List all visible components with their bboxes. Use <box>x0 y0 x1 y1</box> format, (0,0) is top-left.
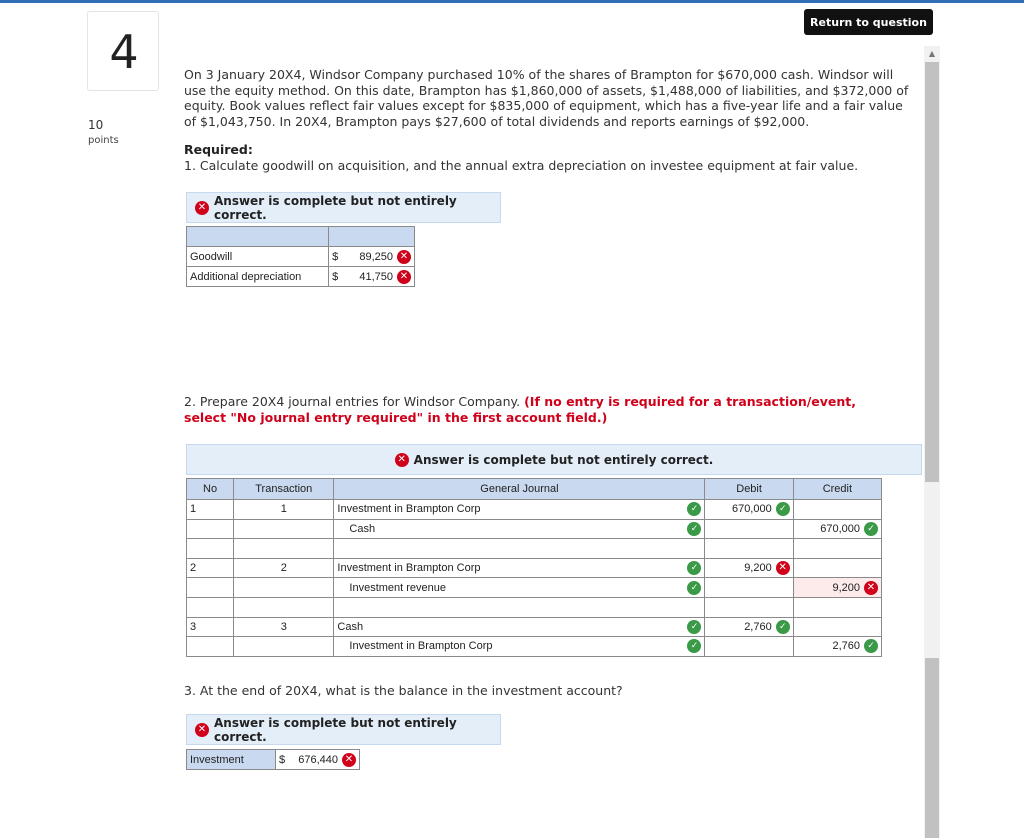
part1-banner-text: Answer is complete but not entirely correct. <box>214 193 457 222</box>
table-row <box>187 267 415 287</box>
part3-prompt: 3. At the end of 20X4, what is the balance in the investment account? <box>184 683 623 698</box>
account-cell[interactable] <box>334 617 705 637</box>
journal-row-blank <box>187 539 882 559</box>
account-select[interactable]: Investment revenue <box>349 581 447 594</box>
check-circle-icon: ✓ <box>687 522 701 536</box>
x-circle-icon: ✕ <box>195 201 209 215</box>
check-circle-icon: ✓ <box>687 620 701 634</box>
entry-transaction: 2 <box>234 558 334 578</box>
header-no: No <box>187 479 234 500</box>
vertical-scrollbar[interactable] <box>924 46 940 838</box>
entry-no: 1 <box>187 500 234 520</box>
credit-cell[interactable] <box>793 558 881 578</box>
debit-cell[interactable] <box>705 558 793 578</box>
credit-cell[interactable] <box>793 578 881 598</box>
part1-answer-banner <box>186 192 501 223</box>
account-select[interactable]: Cash <box>337 620 364 633</box>
entry-no: 2 <box>187 558 234 578</box>
entry-no: 3 <box>187 617 234 637</box>
check-circle-icon: ✓ <box>687 561 701 575</box>
investment-cell[interactable] <box>276 750 360 770</box>
journal-row <box>187 500 882 520</box>
entry-transaction: 1 <box>234 500 334 520</box>
currency-symbol: $ <box>332 270 339 283</box>
question-number-box <box>87 11 159 91</box>
points-label: points <box>88 135 119 146</box>
account-select[interactable]: Investment in Brampton Corp <box>349 640 493 653</box>
debit-cell[interactable] <box>705 519 793 539</box>
journal-row-blank <box>187 597 882 617</box>
scrollbar-thumb[interactable] <box>925 62 939 482</box>
goodwill-label: Goodwill <box>187 247 329 267</box>
account-select[interactable]: Investment in Brampton Corp <box>337 503 481 516</box>
x-circle-icon: ✕ <box>397 250 411 264</box>
header-debit-label: Debit <box>736 483 762 495</box>
debit-input[interactable]: 670,000 <box>731 503 772 516</box>
table-row <box>187 247 415 267</box>
x-circle-icon: ✕ <box>776 561 790 575</box>
part1-prompt: 1. Calculate goodwill on acquisition, and the annual extra depreciation on investee equipment at fair value. <box>184 158 859 173</box>
header-transaction: Transaction <box>234 479 334 500</box>
header-debit <box>705 479 793 500</box>
header-general-journal: General Journal <box>334 479 705 500</box>
account-cell[interactable] <box>334 500 705 520</box>
debit-input[interactable]: 2,760 <box>744 620 772 633</box>
debit-cell[interactable] <box>705 500 793 520</box>
account-select[interactable]: Cash <box>349 522 376 535</box>
journal-row <box>187 637 882 657</box>
account-cell[interactable] <box>334 578 705 598</box>
credit-cell[interactable] <box>793 617 881 637</box>
part2-prompt: 2. Prepare 20X4 journal entries for Windsor Company. <box>184 394 521 409</box>
additional-depreciation-cell[interactable] <box>329 267 415 287</box>
table-header-cell <box>329 227 415 247</box>
credit-input[interactable]: 2,760 <box>832 640 860 653</box>
question-intro: On 3 January 20X4, Windsor Company purchased 10% of the shares of Brampton for $670,000 cash. Windsor will use the equity method. On this date, Brampton has $1,860,000 of assets, $1,488,000 of liabilities, and $372,000 of equity. Book values reflect fair values except for $835,000 of equipment, which has a five-year life and a fair value of $1,043,750. In 20X4, Brampton pays $27,600 of total dividends and reports earnings of $92,000. <box>184 67 909 129</box>
part2-answer-banner <box>186 444 922 475</box>
check-circle-icon: ✓ <box>776 502 790 516</box>
investment-input[interactable]: 676,440 <box>298 753 338 766</box>
goodwill-input[interactable]: 89,250 <box>359 250 393 263</box>
check-circle-icon: ✓ <box>864 522 878 536</box>
table-header-cell <box>187 227 329 247</box>
currency-symbol: $ <box>279 753 286 766</box>
account-cell[interactable] <box>334 519 705 539</box>
part2-prompt-block <box>184 394 894 425</box>
credit-cell[interactable] <box>793 500 881 520</box>
journal-header-row <box>187 479 882 500</box>
top-accent-bar <box>0 0 1024 3</box>
part3-answer-banner <box>186 714 501 745</box>
required-heading: Required: <box>184 142 253 157</box>
part3-answer-table <box>186 749 360 770</box>
journal-entry-table <box>186 478 882 657</box>
journal-row <box>187 578 882 598</box>
credit-cell[interactable] <box>793 637 881 657</box>
debit-cell[interactable] <box>705 617 793 637</box>
x-circle-icon: ✕ <box>395 453 409 467</box>
currency-symbol: $ <box>332 250 339 263</box>
additional-depreciation-label: Additional depreciation <box>187 267 329 287</box>
credit-cell[interactable] <box>793 519 881 539</box>
credit-input[interactable]: 9,200 <box>832 581 860 594</box>
table-row <box>187 750 360 770</box>
x-circle-icon: ✕ <box>864 581 878 595</box>
part3-banner-text: Answer is complete but not entirely correct. <box>214 715 457 744</box>
points-value: 10 <box>88 118 104 132</box>
journal-row <box>187 558 882 578</box>
x-circle-icon: ✕ <box>342 753 356 767</box>
question-number: 4 <box>109 25 139 79</box>
additional-depreciation-input[interactable]: 41,750 <box>359 270 393 283</box>
check-circle-icon: ✓ <box>687 502 701 516</box>
scroll-up-arrow-icon[interactable]: ▲ <box>928 48 936 58</box>
debit-cell[interactable] <box>705 637 793 657</box>
investment-label: Investment <box>187 750 276 770</box>
header-credit: Credit <box>793 479 881 500</box>
return-to-question-button[interactable]: Return to question <box>804 9 933 35</box>
check-circle-icon: ✓ <box>776 620 790 634</box>
x-circle-icon: ✕ <box>195 723 209 737</box>
check-circle-icon: ✓ <box>864 639 878 653</box>
check-circle-icon: ✓ <box>687 581 701 595</box>
part2-banner-text: Answer is complete but not entirely correct. <box>413 452 714 467</box>
goodwill-cell[interactable] <box>329 247 415 267</box>
journal-row <box>187 617 882 637</box>
debit-cell[interactable] <box>705 578 793 598</box>
account-select[interactable]: Investment in Brampton Corp <box>337 562 481 575</box>
scrollbar-thumb-lower[interactable] <box>925 658 939 838</box>
part2-instruction: (If no entry is required for a transaction/event, select "No journal entry required" in the first account field.) <box>184 394 857 425</box>
account-cell[interactable] <box>334 558 705 578</box>
debit-input[interactable]: 9,200 <box>744 562 772 575</box>
entry-transaction: 3 <box>234 617 334 637</box>
x-circle-icon: ✕ <box>397 270 411 284</box>
check-circle-icon: ✓ <box>687 639 701 653</box>
account-cell[interactable] <box>334 637 705 657</box>
journal-row <box>187 519 882 539</box>
credit-input[interactable]: 670,000 <box>820 522 860 535</box>
part1-answer-table <box>186 226 415 287</box>
